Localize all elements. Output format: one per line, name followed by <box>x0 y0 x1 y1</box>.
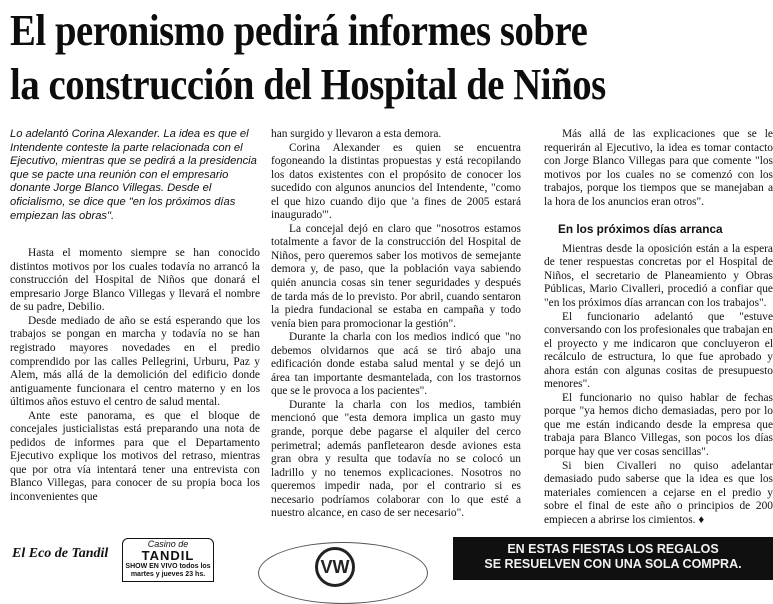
headline-line-2: la construcción del Hospital de Niños <box>10 60 606 109</box>
article-column-3 <box>544 128 773 528</box>
paragraph: Mientras desde la oposición están a la espera de tener respuestas concretas por el Hospital de Niños, el secretario de Planeamiento y Obras Públicas, Mario Civalleri, procedió a confiar que "en los próximos días arrancan con los trabajos". <box>544 242 773 310</box>
vw-logo-icon: VW <box>315 547 355 587</box>
headline <box>10 4 679 112</box>
paragraph: El funcionario adelantó que "estuve conversando con los profesionales que trabajan en el proyecto y me indicaron que concluyeron el recálculo de estructura, lo que fue aprobado y ahora están con algunas cositas de presupuesto menores". <box>544 310 773 391</box>
vw-ad <box>258 542 428 604</box>
casino-script-label: Casino de <box>147 539 189 549</box>
paragraph: Más allá de las explicaciones que se le requerirán al Ejecutivo, la idea es tomar contacto con Jorge Blanco Villegas para que comente "los motivos por los cuales no se comenzó con los trabajos, porque los tiempos que se manejaban a la hora de los anuncios eran otros". <box>544 128 773 208</box>
casino-show-text: SHOW EN VIVO todos los martes y jueves 23 hs. <box>125 563 211 578</box>
eco-de-tandil-logo: El Eco de Tandil <box>12 546 109 561</box>
paragraph: Durante la charla con los medios, también mencionó que "esta demora implica un gasto muy grande, porque debe pagarse el alquiler del cerco perimetral; además panfletearon desde aviones esta gran obra y resulta que todavía no se colocó un ladrillo y no tenemos explicaciones. Nosotros no queremos impedir nada, por el contrario si es necesario podríamos colaborar con lo que esté a nuestro alcance, en caso de ser necesario". <box>271 398 521 520</box>
paragraph: Durante la charla con los medios indicó que "no debemos olvidarnos que acá se tiró abajo una edificación donde estaba salud mental y se dejó un área tan importante desmantelada, con los trastornos que se le provoca a los pacientes". <box>271 331 521 398</box>
advertisement-strip <box>0 536 773 580</box>
paragraph: Corina Alexander es quien se encuentra fogoneando la distintas propuestas y está recopilando los datos existentes con el propósito de conocer los sucedido con algunos anuncios del Intendente, "como el que hizo cuando dijo que 'a fines de 2005 estará inaugurado'". <box>271 141 521 222</box>
paragraph: Ante este panorama, es que el bloque de concejales justicialistas está preparando una nota de pedidos de informes para que el Departamento Ejecutivo explique los motivos del retraso, mientras que por otra vía intentará tener una entrevista con Blanco Villegas, para conocer de su propia boca los inconvenientes que <box>10 409 260 503</box>
article-column-1 <box>10 128 260 528</box>
paragraph: Desde mediado de año se está esperando que los trabajos se pongan en marcha y todavía no se han registrado mayores novedades en el predio comprendido por las calles Pellegrini, Urburu, Paz y Alem, más allá de la demolición del edificio donde antiguamente funcionara el centro materno y en los últimos años estuvo el centro de salud mental. <box>10 314 260 409</box>
promo-line-1: EN ESTAS FIESTAS LOS REGALOS <box>507 542 719 556</box>
paragraph: han surgido y llevaron a esta demora. <box>271 128 442 140</box>
casino-tandil-ad <box>122 538 214 582</box>
paragraph: Hasta el momento siempre se han conocido distintos motivos por los cuales todavía no arrancó la construcción del Hospital de Niños que donará el empresario Jorge Blanco Villegas y llevará el nombre de su padre, Debilio. <box>10 247 260 314</box>
casino-name: TANDIL <box>141 548 195 563</box>
paragraph: La concejal dejó en claro que "nosotros estamos totalmente a favor de la construcción del Hospital de Niños, pero queremos saber los motivos de semejante demora y, de paso, que la población vaya sabiendo quién anuncia cosas sin tener seguridades y después de tarda más de lo previsto. Por abril, cuando sentaron la piedra fundacional se estaba en campaña y todo venía bien para promocionar la gestión". <box>271 222 521 330</box>
holiday-gifts-ad <box>453 537 773 580</box>
article-lede: Lo adelantó Corina Alexander. La idea es que el Intendente conteste la parte relacionada con el Ejecutivo, mientras que se pedirá a la presidencia que se pacte una reunión con el empresario donante Jorge Blanco Villegas. Desde el oficialismo, se dice que "en los próximos días empiezan las obras". <box>10 128 257 222</box>
section-subheading: En los próximos días arranca <box>558 222 723 237</box>
headline-line-1: El peronismo pedirá informes sobre <box>10 6 588 55</box>
paragraph: El funcionario no quiso hablar de fechas porque "ya hemos dicho demasiadas, pero por lo que me están indicando desde la empresa que trabaja para Blanco Villegas, son pocos los días porque hay que ver cosas sencillas". <box>544 391 773 459</box>
paragraph: Si bien Civalleri no quiso adelantar demasiado pudo saberse que la idea es que los materiales comiencen a cejarse en el predio y sobre el final de este año o principios de 200 empiecen a abrirse los cimientos. ♦ <box>544 459 773 526</box>
promo-line-2: SE RESUELVEN CON UNA SOLA COMPRA. <box>484 557 742 571</box>
article-column-2 <box>271 128 521 528</box>
